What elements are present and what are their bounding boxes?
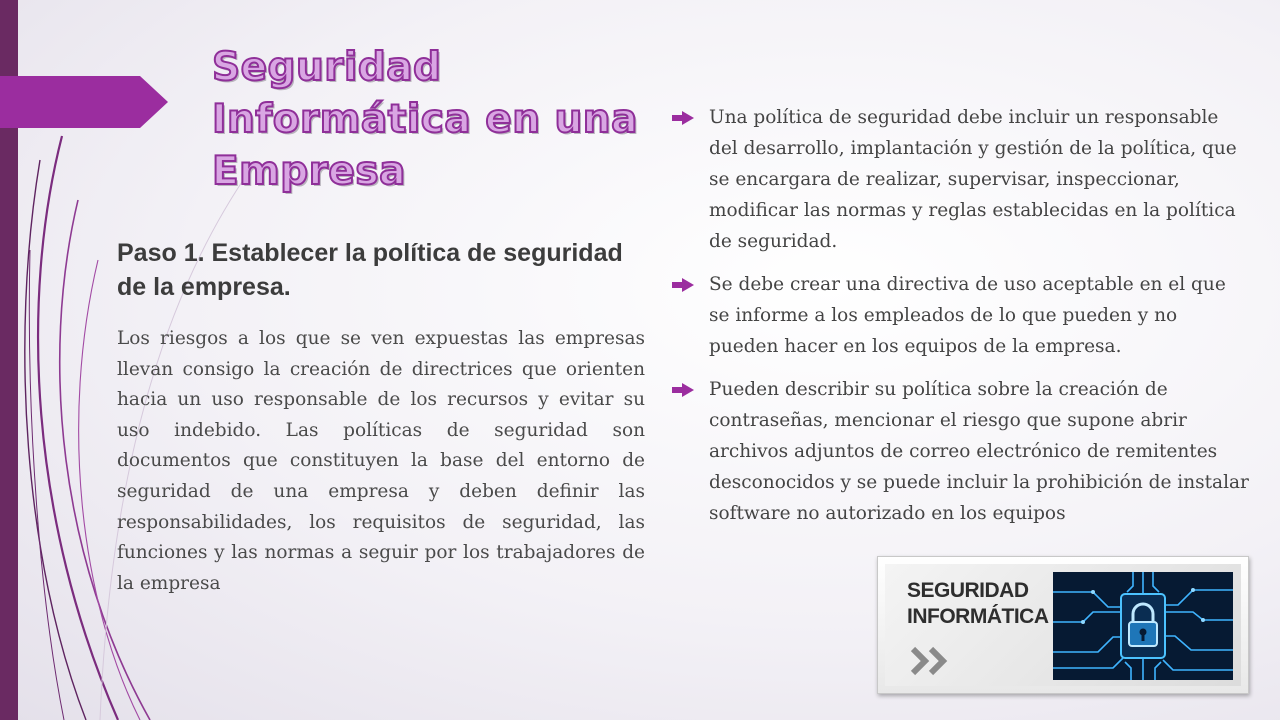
image-caption-line1: SEGURIDAD — [907, 579, 1029, 602]
arrow-right-icon — [672, 383, 694, 397]
bullet-text: Una política de seguridad debe incluir un responsable del desarrollo, implantación y gestión de la política, que se encargara de realizar, supervisar, inspeccionar, modificar las normas y reglas establecidas en la política de seguridad. — [709, 107, 1237, 252]
list-item — [672, 269, 1252, 362]
arrow-right-icon — [672, 111, 694, 125]
title-accent-tab — [0, 76, 168, 128]
bullet-text: Pueden describir su política sobre la creación de contraseñas, mencionar el riesgo que supone abrir archivos adjuntos de correo electrónico de remitentes desconocidos y se puede incluir la prohibición de instalar software no autorizado en los equipos — [709, 379, 1249, 524]
image-caption-line2: INFORMÁTICA — [907, 605, 1049, 628]
image-caption — [907, 578, 1048, 630]
bullet-text: Se debe crear una directiva de uso aceptable en el que se informe a los empleados de lo que pueden y no pueden hacer en los equipos de la empresa. — [709, 274, 1226, 357]
security-image-content — [885, 564, 1241, 686]
slide-subtitle: Paso 1. Establecer la política de seguridad de la empresa. — [117, 239, 623, 301]
slide-title: Seguridad Informática en una Empresa — [212, 45, 638, 194]
security-image — [877, 556, 1249, 694]
list-item — [672, 374, 1252, 529]
arrow-right-icon — [672, 278, 694, 292]
list-item — [672, 102, 1252, 257]
bullet-list — [672, 102, 1252, 541]
double-chevron-icon — [909, 646, 953, 676]
body-paragraph: Los riesgos a los que se ven expuestas las empresas llevan consigo la creación de directrices que orienten hacia un uso responsable de los recursos y evitar su uso indebido. Las políticas de seguridad son documentos que constituyen la base del entorno de seguridad de una empresa y deben definir las responsabilidades, los requisitos de seguridad, las funciones y las normas a seguir por los trabajadores de la empresa — [117, 328, 645, 594]
padlock-circuit-icon — [1053, 572, 1233, 680]
